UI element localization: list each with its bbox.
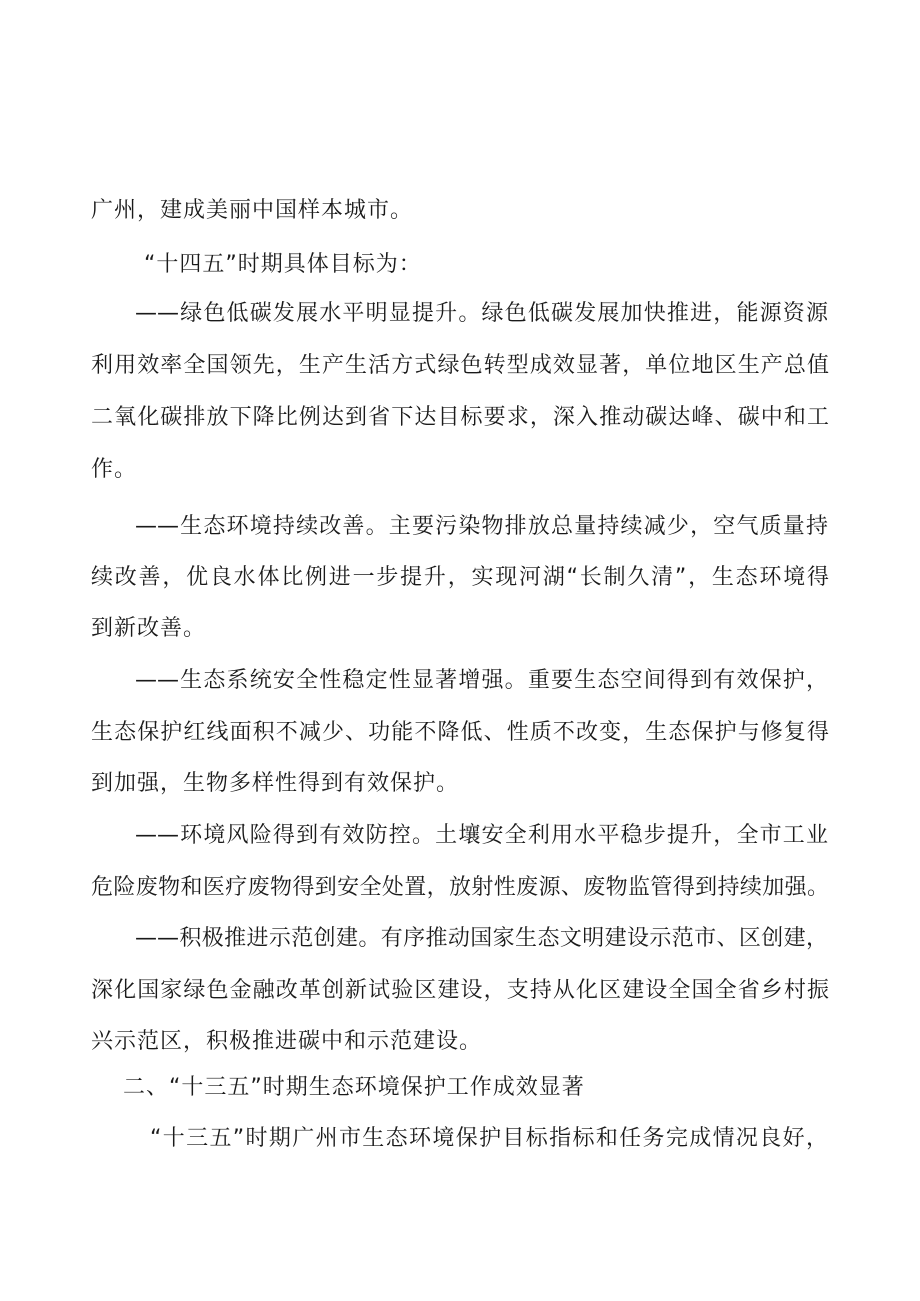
paragraph-line: 危险废物和医疗废物得到安全处置，放射性废源、废物监管得到持续加强。	[91, 875, 829, 900]
paragraph-line: “十三五”时期广州市生态环境保护目标指标和任务完成情况良好，	[150, 1126, 828, 1151]
section-heading: 二、“十三五”时期生态环境保护工作成效显著	[123, 1075, 585, 1100]
paragraph-line: 二氧化碳排放下降比例达到省下达目标要求，深入推动碳达峰、碳中和工	[91, 405, 829, 430]
paragraph-line: 生态保护红线面积不减少、功能不降低、性质不改变，生态保护与修复得	[91, 720, 829, 745]
paragraph-line: 作。	[91, 457, 138, 482]
paragraph-line: 到新改善。	[91, 616, 207, 641]
paragraph-line: 到加强，生物多样性得到有效保护。	[91, 771, 460, 796]
paragraph-line: ——生态系统安全性稳定性显著增强。重要生态空间得到有效保护，	[135, 668, 828, 693]
paragraph-line: “十四五”时期具体目标为：	[144, 252, 422, 277]
paragraph-line: ——生态环境持续改善。主要污染物排放总量持续减少，空气质量持	[135, 514, 828, 539]
paragraph-line: 兴示范区，积极推进碳中和示范建设。	[91, 1029, 483, 1054]
paragraph-line: 利用效率全国领先，生产生活方式绿色转型成效显著，单位地区生产总值	[91, 353, 829, 378]
paragraph-line: 续改善，优良水体比例进一步提升，实现河湖“长制久清”，生态环境得	[91, 565, 829, 590]
paragraph-line: 广州，建成美丽中国样本城市。	[91, 198, 414, 223]
paragraph-line: ——环境风险得到有效防控。土壤安全利用水平稳步提升，全市工业	[135, 823, 828, 848]
paragraph-line: 深化国家绿色金融改革创新试验区建设，支持从化区建设全国全省乡村振	[91, 978, 829, 1003]
paragraph-line: ——绿色低碳发展水平明显提升。绿色低碳发展加快推进，能源资源	[135, 301, 828, 326]
paragraph-line: ——积极推进示范创建。有序推动国家生态文明建设示范市、区创建，	[135, 926, 828, 951]
